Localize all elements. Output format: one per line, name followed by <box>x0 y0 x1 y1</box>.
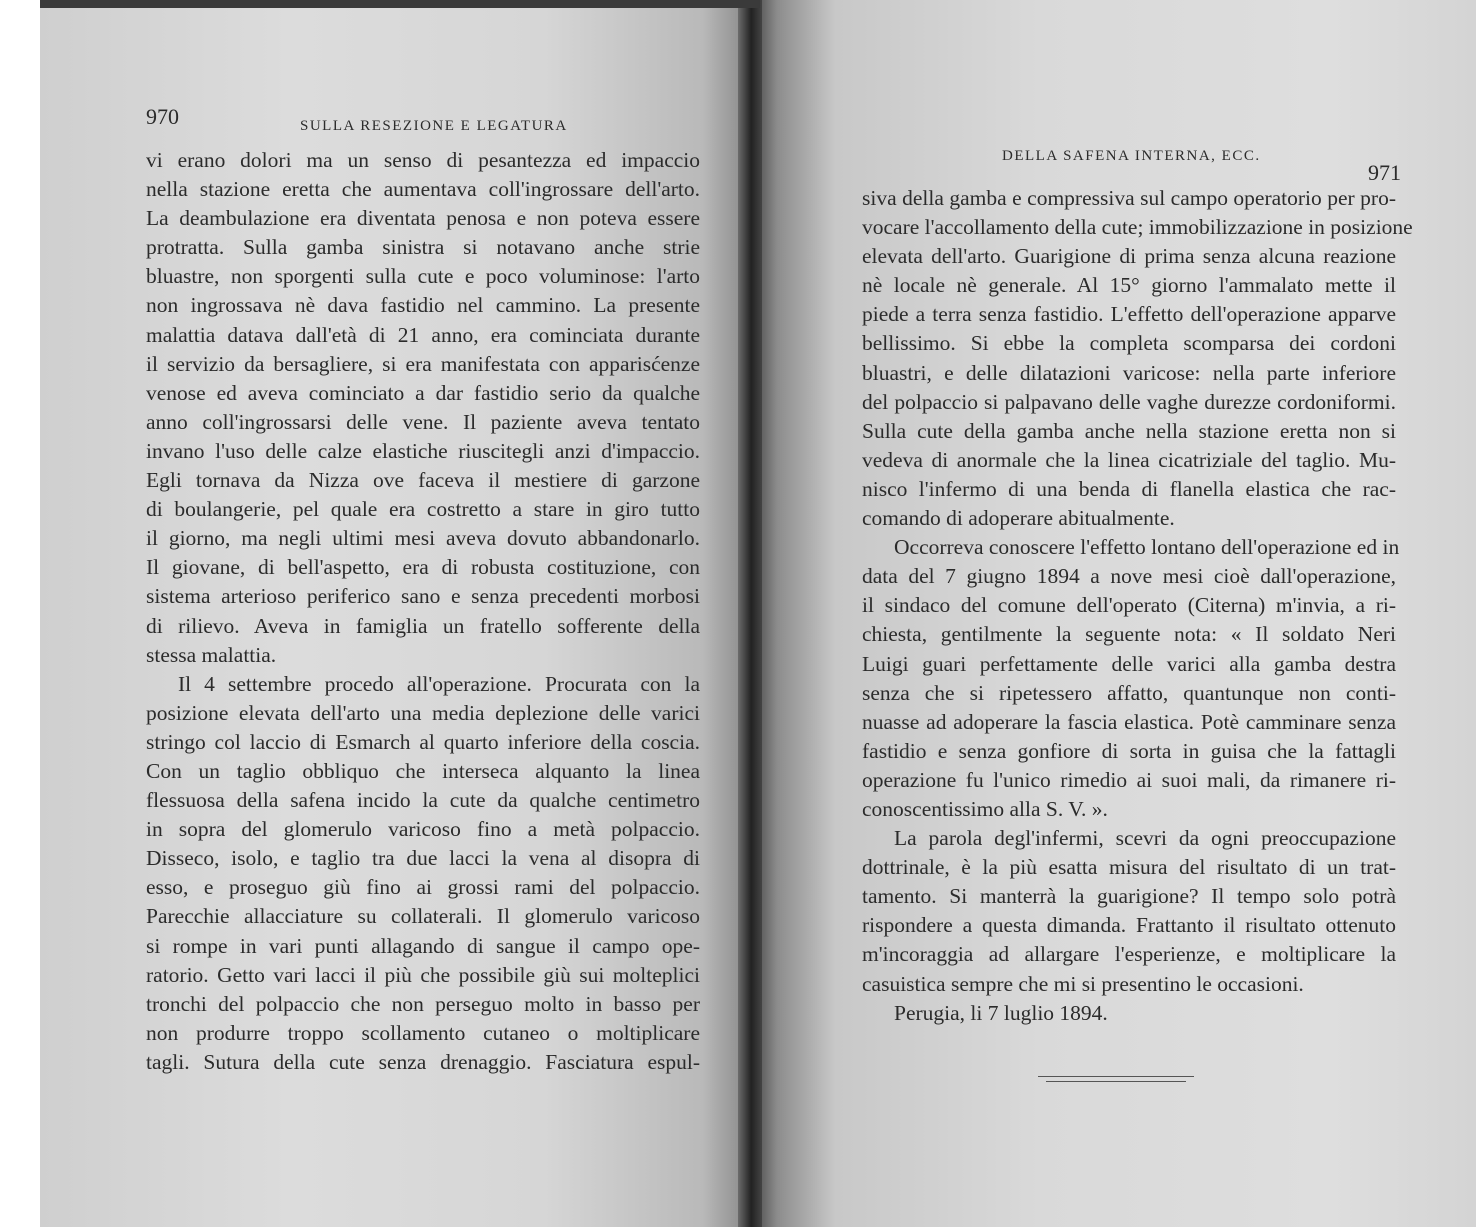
text-line: esso, e proseguo giù fino ai grossi rami del polpaccio. <box>146 875 700 900</box>
text-line: Con un taglio obbliquo che interseca alquanto la linea <box>146 758 700 783</box>
text-line: nuasse ad adoperare la fascia elastica. Potè camminare senza <box>862 709 1396 734</box>
text-line: nè locale nè generale. Al 15° giorno l'ammalato mette il <box>862 273 1396 298</box>
text-line: tamento. Si manterrà la guarigione? Il tempo solo potrà <box>862 884 1396 909</box>
text-line: nella stazione eretta che aumentava coll'ingrossare dell'arto. <box>146 177 700 202</box>
text-line: vi erano dolori ma un senso di pesantezza ed impaccio <box>146 148 700 172</box>
text-line: chiesta, gentilmente la seguente nota: « Il soldato Neri <box>862 622 1396 647</box>
page-top-edge <box>40 0 760 8</box>
text-line: protratta. Sulla gamba sinistra si notavano anche strie <box>146 235 700 260</box>
text-line: Occorreva conoscere l'effetto lontano dell'operazione ed in <box>894 535 1400 560</box>
text-line: nisco l'infermo di una benda di flanella elastica che rac- <box>862 476 1396 501</box>
text-line: il sindaco del comune dell'operato (Citerna) m'invia, a ri- <box>862 593 1396 618</box>
right-running-head: DELLA SAFENA INTERNA, ECC. <box>1002 148 1261 164</box>
text-line: elevata dell'arto. Guarigione di prima senza alcuna reazione <box>862 244 1396 269</box>
text-line: Il giovane, di bell'aspetto, era di robusta costituzione, con <box>146 555 700 580</box>
text-line: data del 7 giugno 1894 a nove mesi cioè dall'operazione, <box>862 564 1396 589</box>
text-line: comando di adoperare abitualmente. <box>862 506 1175 531</box>
text-line: Disseco, isolo, e taglio tra due lacci la vena al disopra di <box>146 846 700 871</box>
text-line: senza che si ripetessero affatto, quantunque non conti- <box>862 680 1396 705</box>
left-page-body <box>146 146 700 1077</box>
text-line: m'incoraggia ad allargare l'esperienze, e moltiplicare la <box>862 942 1396 967</box>
text-line: bluastre, non sporgenti sulla cute e poco voluminose: l'arto <box>146 264 700 289</box>
text-line: tronchi del polpaccio che non perseguo molto in basso per <box>146 991 700 1016</box>
text-line: il servizio da bersagliere, si era manifestata con apparisćenze <box>146 351 700 376</box>
text-line: del polpaccio si palpavano delle vaghe durezze cordoniformi. <box>862 389 1396 414</box>
text-line: La parola degl'infermi, scevri da ogni preoccupazione <box>894 826 1396 851</box>
text-line: malattia datava dall'età di 21 anno, era cominciata durante <box>146 322 700 347</box>
text-line: si rompe in vari punti allagando di sangue il campo ope- <box>146 933 700 958</box>
text-line: dottrinale, è la più esatta misura del risultato di un trat- <box>862 855 1396 880</box>
text-line: bellissimo. Si ebbe la completa scomparsa dei cordoni <box>862 331 1396 356</box>
text-line: ratorio. Getto vari lacci il più che possibile giù sui molteplici <box>146 962 700 987</box>
text-line: venose ed aveva cominciato a dar fastidio serio da qualche <box>146 380 700 405</box>
text-line: La deambulazione era diventata penosa e non poteva essere <box>146 206 700 231</box>
text-line: Perugia, li 7 luglio 1894. <box>894 1000 1108 1025</box>
text-line: siva della gamba e compressiva sul campo operatorio per pro- <box>862 186 1396 210</box>
book-gutter <box>738 0 762 1227</box>
text-line: conoscentissimo alla S. V. ». <box>862 796 1108 821</box>
text-line: flessuosa della safena incido la cute da qualche centimetro <box>146 788 700 813</box>
text-line: operazione fu l'unico rimedio ai suoi mali, da rimanere ri- <box>862 767 1396 792</box>
text-line: bluastri, e delle dilatazioni varicose: nella parte inferiore <box>862 360 1396 385</box>
text-line: non produrre troppo scollamento cutaneo o moltiplicare <box>146 1020 700 1045</box>
text-line: Luigi guari perfettamente delle varici alla gamba destra <box>862 651 1396 676</box>
text-line: Il 4 settembre procedo all'operazione. Procurata con la <box>178 671 700 696</box>
closing-rule-lower <box>1046 1081 1186 1082</box>
left-running-head: SULLA RESEZIONE E LEGATURA <box>300 118 568 134</box>
right-page-body <box>862 184 1413 1028</box>
text-line: sistema arterioso periferico sano e senza precedenti morbosi <box>146 584 700 609</box>
text-line: non ingrossava nè dava fastidio nel cammino. La presente <box>146 293 700 318</box>
closing-rule <box>1038 1076 1194 1077</box>
text-line: casuistica sempre che mi si presentino le occasioni. <box>862 971 1304 996</box>
text-line: in sopra del glomerulo varicoso fino a metà polpaccio. <box>146 817 700 842</box>
text-line: fastidio e senza gonfiore di sorta in guisa che la fattagli <box>862 738 1396 763</box>
text-line: Parecchie allacciature su collaterali. Il glomerulo varicoso <box>146 904 700 929</box>
text-line: rispondere a questa dimanda. Frattanto il risultato ottenuto <box>862 913 1396 938</box>
text-line: di boulangerie, pel quale era costretto a stare in giro tutto <box>146 497 700 522</box>
text-line: stessa malattia. <box>146 642 277 667</box>
text-line: invano l'uso delle calze elastiche riuscitegli anzi d'impaccio. <box>146 438 700 463</box>
text-line: di rilievo. Aveva in famiglia un fratello sofferente della <box>146 613 700 638</box>
text-line: il giorno, ma negli ultimi mesi aveva dovuto abbandonarlo. <box>146 526 700 551</box>
text-line: stringo col laccio di Esmarch al quarto inferiore della coscia. <box>146 729 700 754</box>
left-page-number: 970 <box>146 104 179 129</box>
text-line: anno coll'ingrossarsi delle vene. Il paziente aveva tentato <box>146 409 700 434</box>
text-line: vocare l'accollamento della cute; immobilizzazione in posizione <box>862 215 1413 240</box>
text-line: Sulla cute della gamba anche nella stazione eretta non si <box>862 418 1396 443</box>
text-line: tagli. Sutura della cute senza drenaggio. Fasciatura espul- <box>146 1049 700 1074</box>
right-page-number: 971 <box>1368 160 1401 185</box>
text-line: Egli tornava da Nizza ove faceva il mestiere di garzone <box>146 468 700 493</box>
text-line: posizione elevata dell'arto una media deplezione delle varici <box>146 700 700 725</box>
text-line: vedeva di anormale che la linea cicatriziale del taglio. Mu- <box>862 447 1396 472</box>
text-line: piede a terra senza fastidio. L'effetto dell'operazione apparve <box>862 302 1396 327</box>
